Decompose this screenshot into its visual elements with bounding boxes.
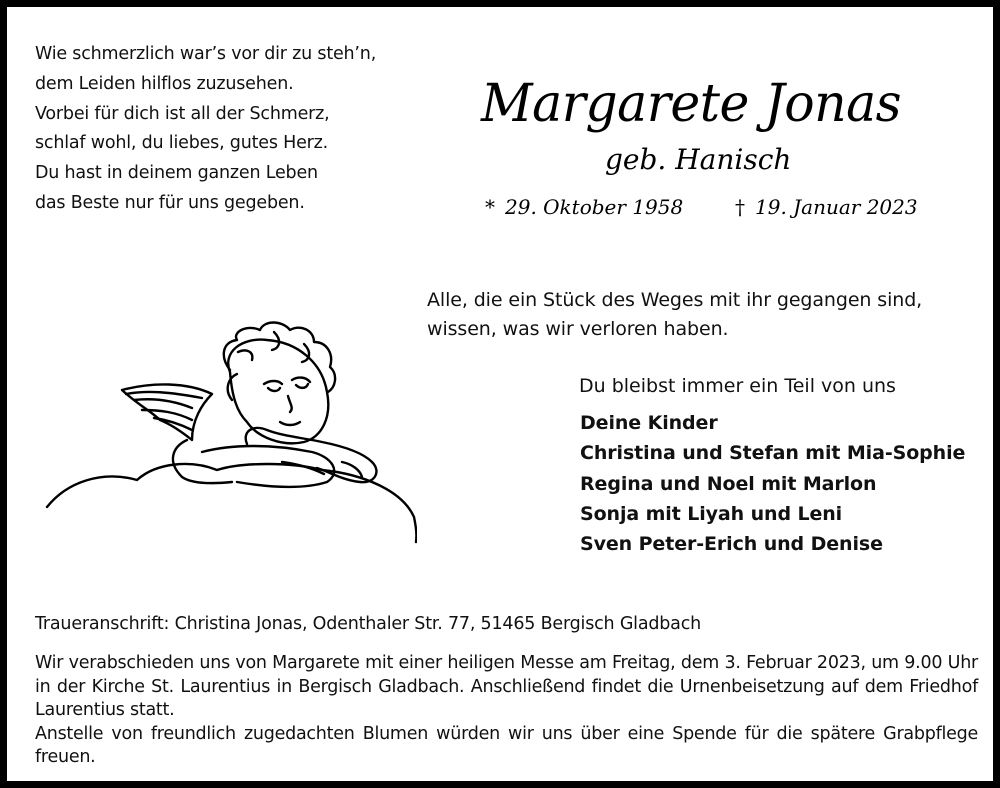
arm-outline bbox=[202, 446, 334, 487]
poem-line: Du hast in deinem ganzen Leben bbox=[35, 163, 318, 184]
death-date-group bbox=[735, 193, 918, 221]
cherub-angel-icon bbox=[42, 312, 417, 547]
mourner-line: Sonja mit Liyah und Leni bbox=[580, 502, 843, 525]
funeral-notice bbox=[35, 652, 978, 770]
birth-date-group bbox=[485, 193, 683, 221]
poem-line: Wie schmerzlich war’s vor dir zu steh’n, bbox=[35, 44, 377, 64]
deceased-name: Margarete Jonas bbox=[481, 74, 902, 134]
mourning-address: Traueranschrift: Christina Jonas, Odenthaler Str. 77, 51465 Bergisch Gladbach bbox=[35, 614, 702, 634]
quote-line: Alle, die ein Stück des Weges mit ihr gegangen sind, bbox=[427, 289, 923, 311]
flowers-text: Anstelle von freundlich zugedachten Blumen würden wir uns über eine Spende für die spätere Grabpflege freuen. bbox=[35, 723, 978, 767]
poem bbox=[35, 40, 435, 219]
death-cross-icon: † bbox=[735, 195, 745, 219]
poem-line: Vorbei für dich ist all der Schmerz, bbox=[35, 103, 330, 124]
mourner-line: Sven Peter-Erich und Denise bbox=[580, 533, 883, 556]
birth-date: 29. Oktober 1958 bbox=[505, 195, 684, 219]
memorial-quote bbox=[427, 286, 987, 343]
mourner-line: Regina und Noel mit Marlon bbox=[580, 472, 877, 495]
poem-line: dem Leiden hilflos zuzusehen. bbox=[35, 73, 294, 94]
quote-line: wissen, was wir verloren haben. bbox=[427, 317, 729, 340]
death-date: 19. Januar 2023 bbox=[755, 195, 918, 219]
mourners-list bbox=[580, 408, 965, 559]
poem-line: schlaf wohl, du liebes, gutes Herz. bbox=[35, 133, 328, 154]
body-outline bbox=[173, 440, 232, 483]
mourners-subtitle: Du bleibst immer ein Teil von uns bbox=[579, 375, 896, 397]
mourner-line: Deine Kinder bbox=[580, 412, 718, 434]
mourner-line: Christina und Stefan mit Mia-Sophie bbox=[580, 442, 966, 465]
maiden-name: geb. Hanisch bbox=[605, 143, 792, 176]
birth-star-icon: * bbox=[485, 195, 495, 219]
service-text: Wir verabschieden uns von Margarete mit einer heiligen Messe am Freitag, dem 3. Februar 2023, um 9.00 Uhr in der Kirche St. Laurentius in Bergisch Gladbach. Anschließend findet die Urnenbeisetzung auf dem Friedhof Laurentius statt. bbox=[35, 653, 978, 720]
poem-line: das Beste nur für uns gegeben. bbox=[35, 192, 305, 213]
